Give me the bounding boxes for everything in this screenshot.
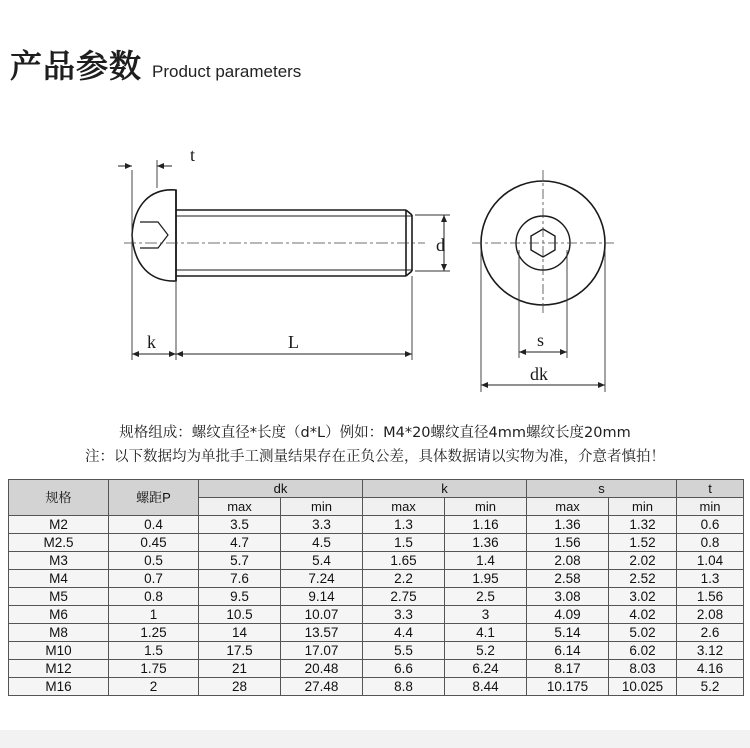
cell: M16: [9, 678, 109, 696]
screw-head-outline: [132, 190, 176, 281]
table-row: [9, 642, 744, 660]
cell: 3.02: [609, 588, 677, 606]
cell: 1.3: [677, 570, 744, 588]
cell: 0.8: [109, 588, 199, 606]
title-cn: 产品参数: [10, 47, 143, 85]
chamfer-bottom: [406, 271, 412, 276]
cell: 9.5: [199, 588, 281, 606]
cell: 1: [109, 606, 199, 624]
cell: 3: [445, 606, 527, 624]
table-row: [9, 552, 744, 570]
cell: 3.3: [281, 516, 363, 534]
cell: 1.32: [609, 516, 677, 534]
cell: 1.36: [445, 534, 527, 552]
cell: 10.025: [609, 678, 677, 696]
header-dk: dk: [199, 480, 363, 498]
cell: 2: [109, 678, 199, 696]
cell: M6: [9, 606, 109, 624]
cell: 6.14: [527, 642, 609, 660]
cell: 2.6: [677, 624, 744, 642]
cell: 5.4: [281, 552, 363, 570]
cell: M2.5: [9, 534, 109, 552]
sub-k-min: min: [445, 498, 527, 516]
cell: M10: [9, 642, 109, 660]
header-spec: 规格: [9, 480, 109, 516]
table-row: [9, 570, 744, 588]
cell: 2.02: [609, 552, 677, 570]
cell: 1.75: [109, 660, 199, 678]
cell: 2.75: [363, 588, 445, 606]
cell: 1.04: [677, 552, 744, 570]
cell: 1.52: [609, 534, 677, 552]
cell: M3: [9, 552, 109, 570]
cell: 7.6: [199, 570, 281, 588]
cell: 4.7: [199, 534, 281, 552]
table-row: [9, 606, 744, 624]
cell: 1.95: [445, 570, 527, 588]
table-row: [9, 660, 744, 678]
label-t: t: [190, 145, 196, 165]
table-row: [9, 588, 744, 606]
header-k: k: [363, 480, 527, 498]
cell: 3.08: [527, 588, 609, 606]
sub-dk-min: min: [281, 498, 363, 516]
page-header: [10, 46, 301, 86]
label-d: d: [436, 235, 445, 255]
cell: 27.48: [281, 678, 363, 696]
cell: 0.4: [109, 516, 199, 534]
cell: 8.8: [363, 678, 445, 696]
cell: 5.2: [677, 678, 744, 696]
cell: 3.12: [677, 642, 744, 660]
cell: 1.25: [109, 624, 199, 642]
cell: 5.02: [609, 624, 677, 642]
label-k: k: [147, 332, 156, 352]
cell: 2.5: [445, 588, 527, 606]
header-s: s: [527, 480, 677, 498]
table-row: [9, 534, 744, 552]
cell: 1.4: [445, 552, 527, 570]
cell: 10.5: [199, 606, 281, 624]
spec-format-note: 规格组成：螺纹直径*长度（d*L）例如：M4*20螺纹直径4mm螺纹长度20mm: [119, 425, 631, 441]
cell: 5.7: [199, 552, 281, 570]
table-group-header: [9, 480, 744, 498]
cell: 13.57: [281, 624, 363, 642]
cell: 9.14: [281, 588, 363, 606]
screw-diagram: [100, 135, 620, 400]
cell: M5: [9, 588, 109, 606]
sub-s-min: min: [609, 498, 677, 516]
cell: 1.56: [527, 534, 609, 552]
cell: 8.17: [527, 660, 609, 678]
cell: 4.16: [677, 660, 744, 678]
cell: 5.14: [527, 624, 609, 642]
cell: 1.16: [445, 516, 527, 534]
cell: 0.5: [109, 552, 199, 570]
spec-table: [8, 479, 744, 696]
cell: M8: [9, 624, 109, 642]
cell: 21: [199, 660, 281, 678]
cell: 1.56: [677, 588, 744, 606]
cell: 0.6: [677, 516, 744, 534]
cell: 2.58: [527, 570, 609, 588]
hex-socket: [140, 222, 168, 248]
cell: 8.44: [445, 678, 527, 696]
cell: 6.6: [363, 660, 445, 678]
cell: 5.5: [363, 642, 445, 660]
sub-dk-max: max: [199, 498, 281, 516]
cell: 1.5: [363, 534, 445, 552]
cell: 1.3: [363, 516, 445, 534]
cell: 10.07: [281, 606, 363, 624]
cell: 0.45: [109, 534, 199, 552]
cell: 4.09: [527, 606, 609, 624]
sub-s-max: max: [527, 498, 609, 516]
cell: 1.36: [527, 516, 609, 534]
label-s: s: [537, 330, 545, 350]
cell: 4.02: [609, 606, 677, 624]
cell: M4: [9, 570, 109, 588]
header-pitch: 螺距P: [109, 480, 199, 516]
cell: 17.07: [281, 642, 363, 660]
cell: 8.03: [609, 660, 677, 678]
cell: 17.5: [199, 642, 281, 660]
table-row: [9, 624, 744, 642]
tolerance-note: 注：以下数据均为单批手工测量结果存在正负公差，具体数据请以实物为准，介意者慎拍！: [85, 449, 665, 465]
label-L: L: [288, 332, 299, 352]
chamfer-top: [406, 210, 412, 215]
cell: 0.7: [109, 570, 199, 588]
cell: 6.02: [609, 642, 677, 660]
cell: 2.08: [527, 552, 609, 570]
header-t: t: [677, 480, 744, 498]
cell: 1.5: [109, 642, 199, 660]
table-row: [9, 516, 744, 534]
cell: 1.65: [363, 552, 445, 570]
cell: 3.5: [199, 516, 281, 534]
cell: 2.08: [677, 606, 744, 624]
cell: 2.52: [609, 570, 677, 588]
cell: 5.2: [445, 642, 527, 660]
table-row: [9, 678, 744, 696]
title-en: Product parameters: [152, 62, 302, 81]
cell: 7.24: [281, 570, 363, 588]
cell: 10.175: [527, 678, 609, 696]
cell: 28: [199, 678, 281, 696]
sub-t-min: min: [677, 498, 744, 516]
cell: 20.48: [281, 660, 363, 678]
cell: 3.3: [363, 606, 445, 624]
cell: 4.5: [281, 534, 363, 552]
bottom-bar: [0, 730, 750, 748]
cell: 0.8: [677, 534, 744, 552]
cell: M2: [9, 516, 109, 534]
cell: 2.2: [363, 570, 445, 588]
cell: 4.4: [363, 624, 445, 642]
sub-k-max: max: [363, 498, 445, 516]
cell: M12: [9, 660, 109, 678]
cell: 4.1: [445, 624, 527, 642]
cell: 14: [199, 624, 281, 642]
label-dk: dk: [530, 364, 548, 384]
cell: 6.24: [445, 660, 527, 678]
